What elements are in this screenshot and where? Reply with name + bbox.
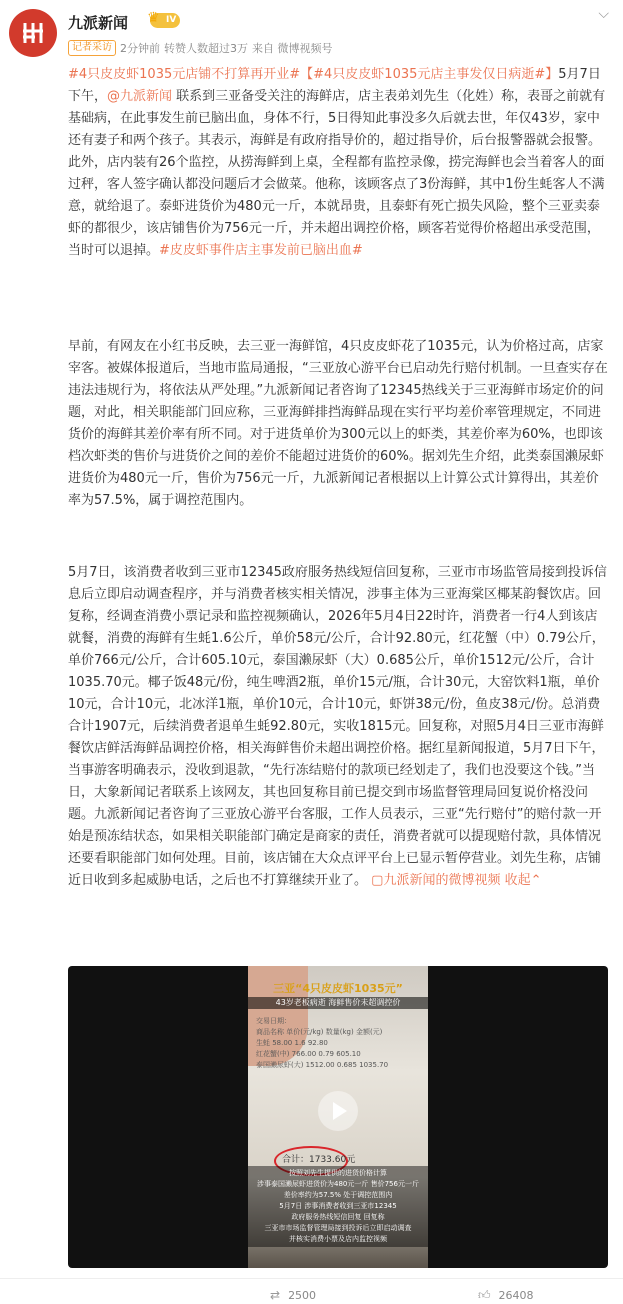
repost-note: 转赞人数超过3万	[164, 42, 248, 55]
receipt-row: 红花蟹(中) 766.00 0.79 605.10	[256, 1050, 361, 1058]
receipt-row: 泰国濑尿虾(大) 1512.00 0.685 1035.70	[256, 1061, 389, 1069]
video-subtitle: 43岁老板病逝 海鲜售价未超调控价	[248, 997, 428, 1009]
repost-icon: ⇄	[270, 1288, 281, 1302]
play-icon[interactable]	[318, 1091, 358, 1131]
mention-link[interactable]: @九派新闻	[107, 89, 173, 104]
repost-button[interactable]	[270, 1288, 316, 1302]
like-icon: 👍︎	[478, 1288, 491, 1302]
paragraph-text: 联系到三亚备受关注的海鲜店，店主表弟刘先生（化姓）称，表哥之前就有基础病，在此事发生前已脑出血，身体不行，5日得知此事没多久后就去世，年仅43岁，家中还有妻子和两个孩子。其表示，海鲜是有政府指导价的，超过指导价，后台报警器就会报警。此外，店内装有26个监控，从捞海鲜到上桌，全程都有监控录像，捞完海鲜也会当着客人的面过秤，客人签字确认都没问题后才会做菜。他称，该顾客点了3份海鲜，其中1份生蚝客人不满意，就给退了。泰虾进货价为480元一斤，本就昂贵，且泰虾有死亡损失风险，整个三亚卖泰虾的都很少，该店铺售价为756元一斤，并未超出调控价格，顾客若觉得价格超出承受范围，当时可以退掉。	[68, 89, 606, 258]
video-link[interactable]: ▢九派新闻的微博视频	[371, 873, 501, 888]
like-button[interactable]	[478, 1288, 534, 1303]
reporter-tag: 记者采访	[68, 40, 116, 56]
collapse-button[interactable]: 收起⌃	[504, 873, 542, 888]
receipt-columns: 商品名称 单价(元/kg) 数量(kg) 金额(元)	[256, 1028, 383, 1036]
video-player[interactable]	[68, 966, 608, 1268]
post-meta	[68, 40, 337, 56]
post-footer	[0, 1284, 623, 1304]
caption-line: 5月7日 涉事消费者收到三亚市12345	[279, 1202, 397, 1210]
paragraph-text: 5月7日下午，	[68, 67, 601, 104]
post-source[interactable]: 来自 微博视频号	[252, 42, 333, 55]
repost-count: 2500	[288, 1288, 317, 1302]
crown-icon: ♛	[147, 10, 160, 26]
receipt-row: 生蚝 58.00 1.6 92.80	[256, 1039, 328, 1047]
caption-line: 并核实消费小票及店内监控视频	[289, 1235, 387, 1243]
level-badge: IV	[150, 13, 180, 28]
video-frame	[248, 966, 428, 1268]
paragraph-text: 5月7日，该消费者收到三亚市12345政府服务热线短信回复称，三亚市市场监管局接到投诉信息后立即启动调查程序，并与消费者核实相关情况，涉事主体为三亚海棠区椰某韵餐饮店。回复称，经调查消费小票记录和监控视频确认，2026年5月4日22时许，消费者一行4人到该店就餐，消费的海鲜有生蚝1.6公斤，单价58元/公斤，合计92.80元，红花蟹（中）0.79公斤，单价766元/公斤，合计605.10元，泰国濑尿虾（大）0.685公斤，单价1512元/公斤，合计1035.70元。椰子饭48元/份，纯生啤酒2瓶，单价15元/瓶，合计30元，大窑饮料1瓶，单价10元，合计10元，北冰洋1瓶，单价10元，合计10元，虾饼38元/份，鱼皮38元/份。总消费合计1907元，后续消费者退单生蚝92.80元，实收1815元。回复称，对照5月4日三亚市海鲜餐饮店鲜活海鲜品调控价格，相关海鲜售价未超出调控价格。据红星新闻报道，5月7日下午，当事游客明确表示，没收到退款，“先行冻结赔付的款项已经划走了，我们也没要这个钱。”当日，大象新闻记者联系上该网友，其也回复称目前已提交到市场监督管理局回复说价格没问题。九派新闻记者咨询了三亚放心游平台客服，工作人员表示，三亚“先行赔付”的赔付款一开始是预冻结状态，如果相关职能部门确定是商家的责任，消费者就可以提现赔付款，具体情况还要看职能部门如何处理。目前，该店铺在大众点评平台上已显示暂停营业。刘先生称，店铺近日收到多起威胁电话，之后也不打算继续开业了。	[68, 565, 607, 888]
hashtag-link[interactable]: 【#4只皮皮虾1035元店主事发仅日病逝#】	[300, 67, 559, 82]
post-header	[0, 0, 623, 62]
video-caption	[248, 1166, 428, 1247]
caption-line: 差价率约为57.5% 处于调控范围内	[283, 1191, 393, 1199]
hashtag-link[interactable]: #皮皮虾事件店主事发前已脑出血#	[159, 243, 363, 258]
caption-line: 政府服务热线短信回复 回复称	[291, 1213, 385, 1221]
paragraph-3	[68, 562, 608, 892]
receipt-text	[256, 1016, 416, 1071]
caption-line: 按照刘先生提供的进货价格计算	[289, 1169, 387, 1177]
receipt-total: 合计：1733.60元	[282, 1155, 356, 1165]
hashtag-link[interactable]: #4只皮皮虾1035元店铺不打算再开业#	[68, 67, 301, 82]
logo-icon	[13, 13, 53, 53]
collapse-label: 收起	[504, 873, 531, 888]
paragraph-1	[68, 64, 608, 262]
video-link-label: 九派新闻的微博视频	[383, 873, 501, 888]
post-time[interactable]: 2分钟前	[120, 42, 160, 55]
receipt-header: 交易日期：	[256, 1017, 291, 1025]
paragraph-2: 早前，有网友在小红书反映，去三亚一海鲜馆，4只皮皮虾花了1035元，认为价格过高，店家宰客。被媒体报道后，当地市监局通报，“三亚放心游平台已启动先行赔付机制。一旦查实存在违法违规行为，将依法从严处理。”九派新闻记者咨询了12345热线关于三亚海鲜市场定价的问题，对此，相关职能部门回应称，三亚海鲜排挡海鲜品现在实行平均差价率管理规定，不同进货价的海鲜其差价率有所不同。对于进货单价为300元以上的虾类，其差价率为60%，也即该档次虾类的售价与进货价之间的差价不能超过进货价的60%。据刘先生介绍，此类泰国濑尿虾进货价为480元一斤，售价为756元一斤，九派新闻记者根据以上计算公式计算得出，其差价率为57.5%，属于调控范围内。	[68, 339, 608, 508]
divider	[0, 1278, 623, 1279]
chevron-down-icon[interactable]: ⌵	[598, 6, 609, 22]
caption-line: 涉事泰国濑尿虾进货价为480元一斤 售价756元一斤	[257, 1180, 419, 1188]
avatar[interactable]	[9, 9, 57, 57]
caption-line: 三亚市市场监督管理局接到投诉后立即启动调查	[264, 1224, 412, 1232]
video-title: 三亚“4只皮皮虾1035元”	[273, 982, 403, 995]
like-count: 26408	[498, 1289, 534, 1302]
account-name[interactable]: 九派新闻	[68, 14, 129, 32]
